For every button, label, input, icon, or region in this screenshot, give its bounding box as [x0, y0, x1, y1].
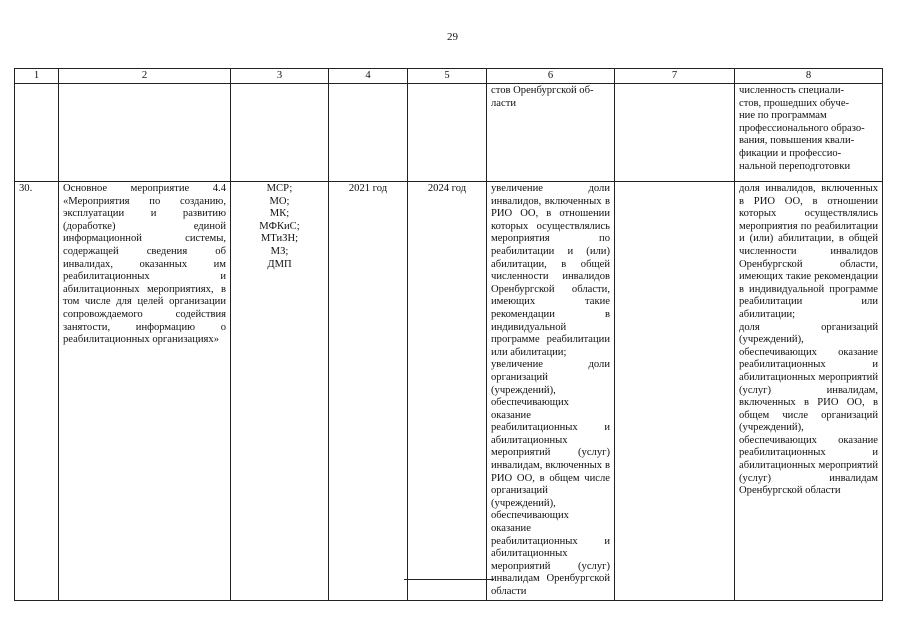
header-col-7: 7 [615, 69, 735, 84]
header-col-8: 8 [735, 69, 883, 84]
cont-cell-2 [59, 84, 231, 182]
cont-cell-5 [408, 84, 487, 182]
header-col-3: 3 [231, 69, 329, 84]
header-col-4: 4 [329, 69, 408, 84]
cont-cell-4 [329, 84, 408, 182]
indicators: доля инвалидов, включенных в РИО ОО, в отношении которых осуществлялись мероприятия по реабилитации и (или) абилитации, в общей численности инвалидов Оренбургской области, имеющих такие рекомендации в индивидуальной программе реабилитации или абилитации; доля организаций (учреждений), обеспечивающих оказание реабилитационных и абилитационных мероприятий (услуг) инвалидам, включенных в РИО ОО, в общем числе организаций (учреждений), обеспечивающих оказание реабилитационных и абилитационных мероприятий (услуг) инвалидам Оренбургской области [735, 182, 883, 601]
header-col-6: 6 [487, 69, 615, 84]
measure-description: Основное мероприятие 4.4 «Мероприятия по созданию, эксплуатации и развитию (доработке) единой информационной системы, содержащей сведения об инвалидах, оказанных им реабилитационных и абилитационных мероприятиях, в том числе для целей организации сопровождаемого содействия занятости, информацию о реабилитационных организациях» [59, 182, 231, 601]
continuation-row [15, 84, 883, 182]
header-row [15, 69, 883, 84]
row-col-7 [615, 182, 735, 601]
cont-cell-3 [231, 84, 329, 182]
cont-results-cell: стов Оренбургской об- ласти [487, 84, 615, 182]
expected-results: увеличение доли инвалидов, включенных в РИО ОО, в отношении которых осуществлялись мероприятия по реабилитации и (или) абилитации, в общей численности инвалидов Оренбургской области, имеющих такие рекомендации в индивидуальной программе реабилитации или абилитации; увеличение доли организаций (учреждений), обеспечивающих оказание реабилитационных и абилитационных мероприятий (услуг) инвалидам, включенных в РИО ОО, в общем числе организаций (учреждений), обеспечивающих оказание реабилитационных и абилитационных мероприятий (услуг) инвалидам Оренбургской области [487, 182, 615, 601]
end-year: 2024 год [408, 182, 487, 601]
page-number: 29 [447, 31, 458, 43]
table-row [15, 182, 883, 601]
start-year: 2021 год [329, 182, 408, 601]
header-col-2: 2 [59, 69, 231, 84]
cont-cell-1 [15, 84, 59, 182]
measures-table [14, 68, 883, 601]
cont-indicators-cell: численность специали- стов, прошедших обуче- ние по программам профессионального образо- вания, повышения квали- фикации и профессио- нальной переподготовки [735, 84, 883, 182]
header-col-1: 1 [15, 69, 59, 84]
row-number: 30. [15, 182, 59, 601]
header-col-5: 5 [408, 69, 487, 84]
footnote-divider [404, 579, 494, 580]
cont-cell-7 [615, 84, 735, 182]
executors: МСР; МО; МК; МФКиС; МТиЗН; МЗ; ДМП [231, 182, 329, 601]
